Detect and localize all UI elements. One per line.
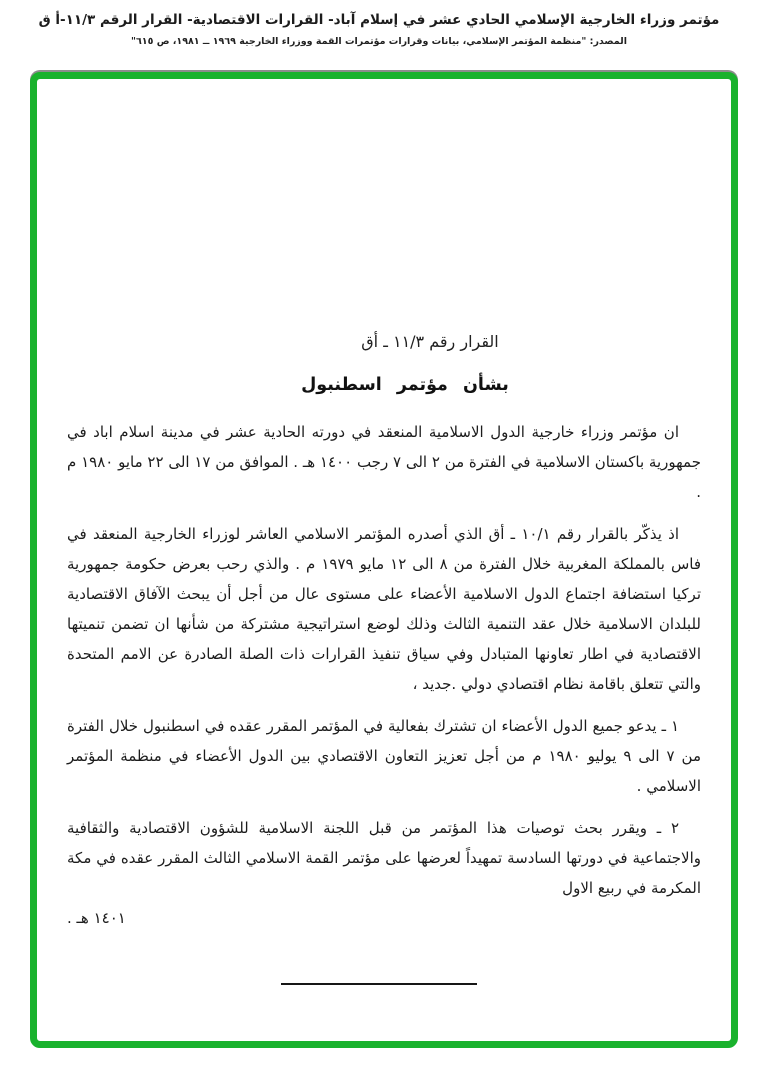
- resolution-number-title: القرار رقم ١١/٣ ـ أق: [361, 332, 499, 351]
- document-source-line: المصدر: "منظمة المؤتمر الإسلامي، بيانات وقرارات مؤتمرات القمة ووزراء الخارجية ١٩٦٩ ــ ١٩٨١، ص ٦١٥": [131, 36, 627, 47]
- document-header-title: مؤتمر وزراء الخارجية الإسلامي الحادي عشر في إسلام آباد- القرارات الاقتصادية- القرار الرقم ١١/٣-أ ق: [38, 12, 720, 28]
- divider-rule: [281, 983, 477, 985]
- preamble-paragraph: ان مؤتمر وزراء خارجية الدول الاسلامية المنعقد في دورته الحادية عشر في مدينة اسلام اباد في جمهورية باكستان الاسلامية في الفترة من ٢ الى ٧ رجب ١٤٠٠ هـ . الموافق من ١٧ الى ٢٢ مايو ١٩٨٠ م .: [67, 423, 702, 501]
- closing-date-line: ١٤٠١ هـ .: [67, 909, 126, 927]
- operative-paragraph-1: ١ ـ يدعو جميع الدول الأعضاء ان تشترك بفعالية في المؤتمر المقرر عقده في اسطنبول خلال الفترة من ٧ الى ٩ يوليو ١٩٨٠ م من أجل تعزيز التعاون الاقتصادي بين الدول الأعضاء في منظمة المؤتمر الاسلامي .: [67, 717, 701, 795]
- document-header: [0, 12, 758, 47]
- document-body: [37, 79, 731, 1041]
- page-border-frame: [30, 72, 738, 1048]
- resolution-subject-title: بشأن مؤتمر اسطنبول: [301, 375, 509, 395]
- recalling-paragraph: اذ يذكّر بالقرار رقم ١٠/١ ـ أق الذي أصدره المؤتمر الاسلامي العاشر لوزراء الخارجية المنعقد في فاس بالمملكة المغربية خلال الفترة من ٨ الى ١٢ مايو ١٩٧٩ م . والذي رحب بعرض حكومة جمهورية تركيا استضافة اجتماع الدول الاسلامية الأعضاء على مستوى عال من أجل أن يبحث الآفاق الاقتصادية للبلدان الاسلامية خلال عقد التنمية الثالث وذلك لوضع استراتيجية مشتركة من شأنها ان تضمن تنميتها الاقتصادية في اطار تعاونها المتبادل وفي سياق تنفيذ القرارات ذات الصلة الصادرة عن الامم المتحدة والتي تتعلق باقامة نظام اقتصادي دولي .جديد ،: [67, 525, 701, 693]
- operative-paragraph-2: ٢ ـ ويقرر بحث توصيات هذا المؤتمر من قبل اللجنة الاسلامية للشؤون الاقتصادية والثقافية والاجتماعية في دورتها السادسة تمهيداً لعرضها على مؤتمر القمة الاسلامي الثالث المقرر عقده في مكة المكرمة في ربيع الاول: [67, 819, 701, 897]
